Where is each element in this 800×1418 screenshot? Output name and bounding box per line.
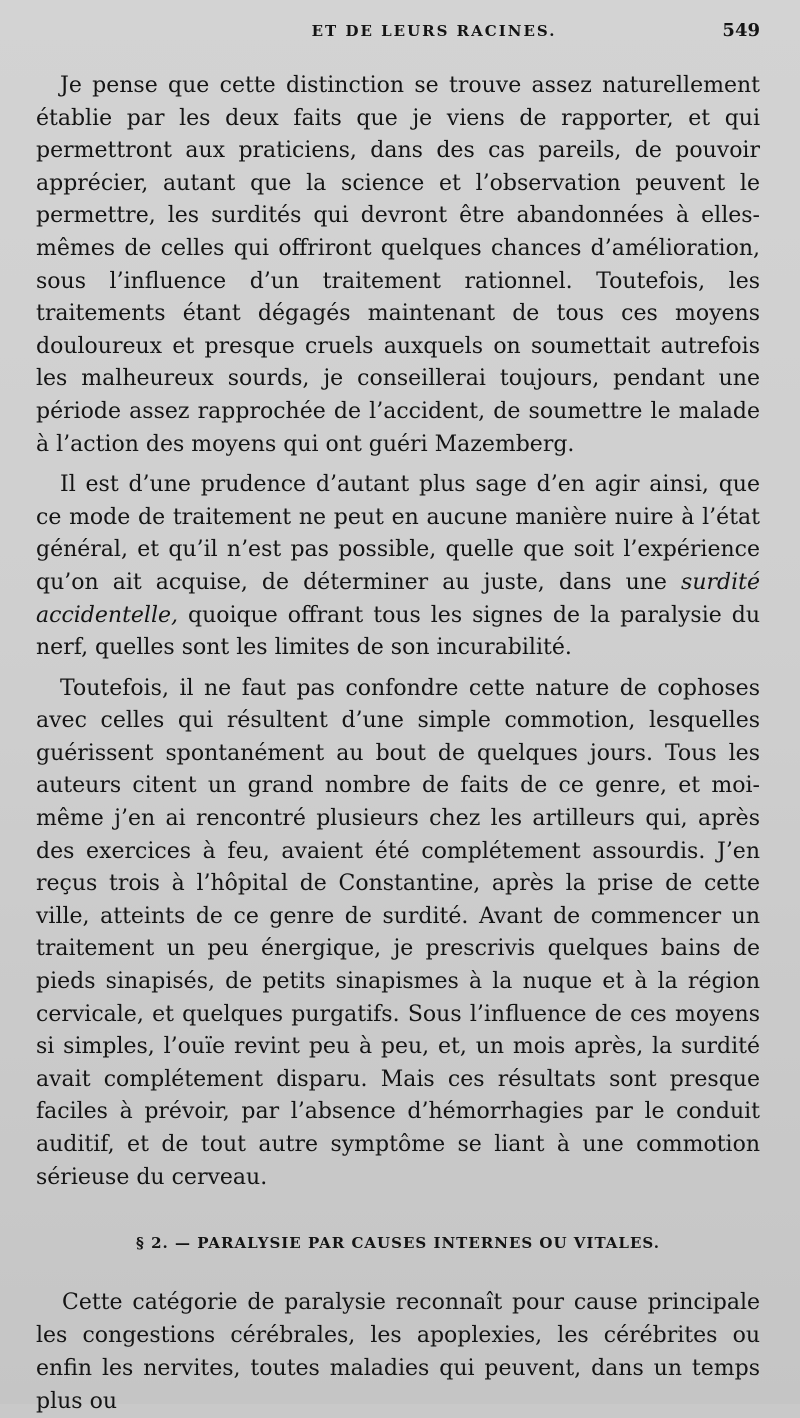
paragraph-2: [36, 469, 760, 665]
paragraph-2-italic-term: surdité accidentelle,: [36, 569, 760, 628]
section-paragraph: Cette catégorie de paralysie reconnaît pour cause principale les congestions cérébrales, les apoplexies, les cérébrites ou enfin les nervites, toutes maladies qui peuvent, dans un temps plus ou: [36, 1290, 760, 1415]
paragraph-2-text-start: Il est d’une prudence d’autant plus sage d’en agir ainsi, que ce mode de traitement ne peut en aucune manière nuire à l’état général, et qu’il n’est pas possible, quelle que soit l’expérience qu’on ait acquise, de déterminer au juste, dans une: [36, 472, 760, 595]
running-header: [36, 20, 760, 50]
paragraph-2-text-end: quoique offrant tous les signes de la paralysie du nerf, quelles sont les limites de son incurabilité.: [36, 602, 760, 661]
running-title: ET DE LEURS RACINES.: [311, 22, 557, 40]
section-heading: § 2. — PARALYSIE PAR CAUSES INTERNES OU VITALES.: [136, 1234, 660, 1253]
paragraph-1: Je pense que cette distinction se trouve assez naturellement établie par les deux faits que je viens de rapporter, et qui permettront aux praticiens, dans des cas pareils, de pouvoir apprécier, autant que la science et l’observation peuvent le permettre, les surdités qui devront être abandonnées à elles-mêmes de celles qui offriront quelques chances d’amélioration, sous l’influence d’un traitement rationnel. Toutefois, les traitements étant dégagés maintenant de tous ces moyens douloureux et presque cruels auxquels on soumettait autrefois les malheureux sourds, je conseillerai toujours, pendant une période assez rapprochée de l’accident, de soumettre le malade à l’action des moyens qui ont guéri Mazemberg.: [36, 73, 760, 457]
page-number: 549: [722, 20, 760, 41]
body-text: [36, 70, 760, 1194]
paragraph-3: Toutefois, il ne faut pas confondre cette nature de cophoses avec celles qui résultent d’une simple commotion, lesquelles guérissent spontanément au bout de quelques jours. Tous les auteurs citent un grand nombre de faits de ce genre, et moi-même j’en ai rencontré plusieurs chez les artilleurs qui, après des exercices à feu, avaient été complétement assourdis. J’en reçus trois à l’hôpital de Constantine, après la prise de cette ville, atteints de ce genre de surdité. Avant de commencer un traitement un peu énergique, je prescrivis quelques bains de pieds sinapisés, de petits sinapismes à la nuque et à la région cervicale, et quelques purgatifs. Sous l’influence de ces moyens si simples, l’ouïe revint peu à peu, et, un mois après, la surdité avait complétement disparu. Mais ces résultats sont presque faciles à prévoir, par l’absence d’hémorrhagies par le conduit auditif, et de tout autre symptôme se liant à une commotion sérieuse du cerveau.: [36, 675, 760, 1190]
